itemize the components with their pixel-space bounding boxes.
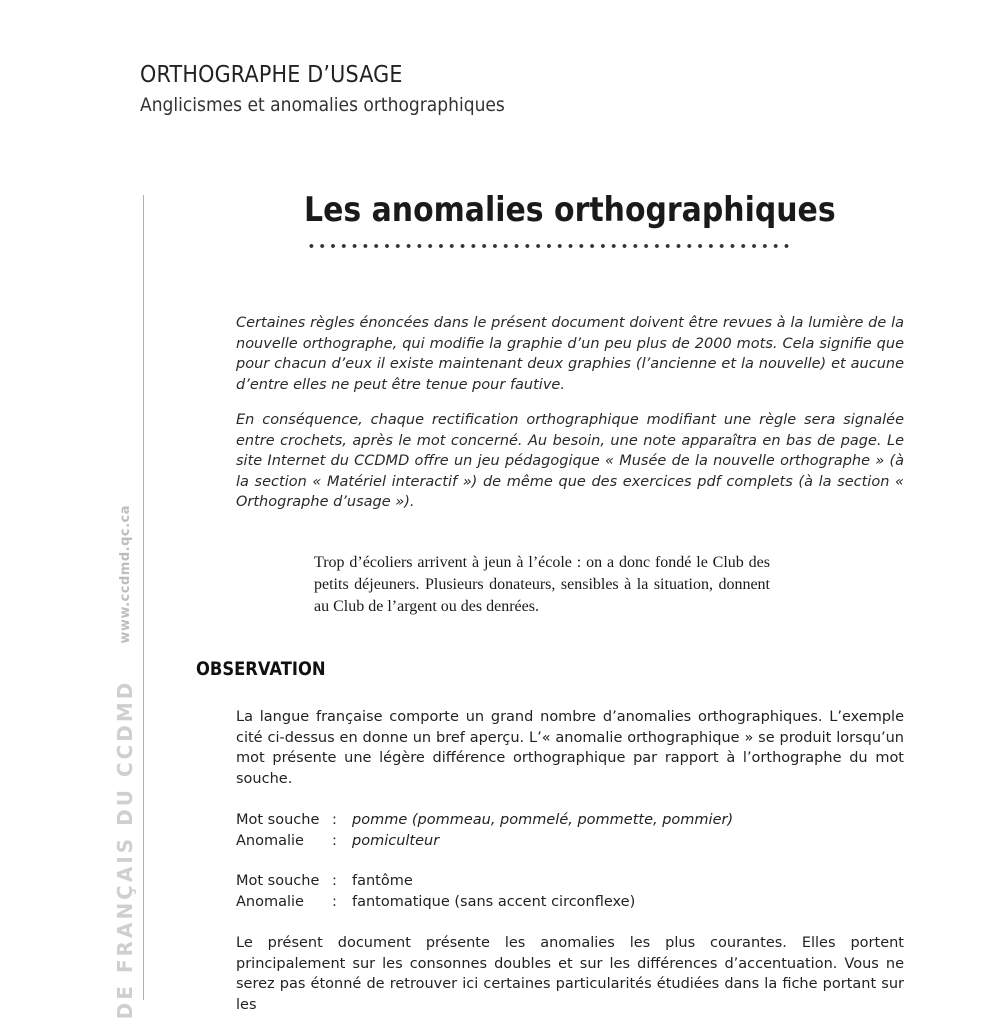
- pair-row: [236, 831, 904, 852]
- pair-row: [236, 892, 904, 913]
- anomaly-word: pomiculteur: [352, 832, 440, 849]
- observation-paragraph-2: Le présent document présente les anomalies les plus courantes. Elles portent principalement sur les consonnes doubles et sur les différences d’accentuation. Vous ne serez pas étonné de retrouver ici certaines particularités étudiées dans la fiche portant sur les: [236, 935, 904, 1013]
- example-pair-pomme: [236, 810, 904, 851]
- pair-row: [236, 871, 904, 892]
- example-passage: Trop d’écoliers arrivent à jeun à l’école : on a donc fondé le Club des petits déjeuners. Plusieurs donateurs, sensibles à la situation, donnent au Club de l’argent ou des denrées.: [314, 554, 770, 615]
- pair-colon: :: [332, 812, 337, 828]
- section-subtitle: Anglicismes et anomalies orthographiques: [140, 94, 505, 116]
- section-title: ORTHOGRAPHE D’USAGE: [140, 62, 403, 88]
- root-word: pomme: [352, 812, 408, 828]
- anomaly-word: fantomatique (sans accent circonflexe): [352, 893, 636, 910]
- pair-colon: :: [332, 873, 337, 889]
- pair-colon: :: [332, 832, 337, 849]
- pair-label: Anomalie: [236, 832, 304, 849]
- intro-paragraph-2: En conséquence, chaque rectification orthographique modifiant une règle sera signalée entre crochets, après le mot concerné. Au besoin, une note apparaîtra en bas de page. Le site Internet du CCDMD offre un jeu pédagogique « Musée de la nouvelle orthographe » (à la section « Matériel interactif ») de même que des exercices pdf complets (à la section « Orthographe d’usage »).: [236, 412, 904, 510]
- pair-label: Mot souche: [236, 812, 320, 828]
- pair-colon: :: [332, 893, 337, 910]
- pair-row: [236, 810, 904, 831]
- root-word: fantôme: [352, 873, 413, 889]
- side-banner: [113, 505, 137, 1019]
- pair-label: Anomalie: [236, 893, 304, 910]
- observation-heading: OBSERVATION: [196, 658, 326, 680]
- title-dotted-rule: [306, 243, 794, 249]
- example-pair-fantome: [236, 871, 904, 912]
- page-title: Les anomalies orthographiques: [304, 190, 836, 230]
- side-divider: [143, 195, 144, 1000]
- pair-value: [352, 810, 733, 831]
- derived-words: (pommeau, pommelé, pommette, pommier): [407, 812, 734, 828]
- side-url-text: www.ccdmd.qc.ca: [117, 505, 133, 644]
- side-brand-text: DE FRANÇAIS DU CCDMD: [113, 679, 137, 1019]
- intro-paragraph-1: Certaines règles énoncées dans le présent document doivent être revues à la lumière de la nouvelle orthographe, qui modifie la graphie d’un peu plus de 2000 mots. Cela signifie que pour chacun d’eux il existe maintenant deux graphies (l’ancienne et la nouvelle) et aucune d’entre elles ne peut être tenue pour fautive.: [236, 315, 904, 393]
- pair-label: Mot souche: [236, 873, 320, 889]
- observation-paragraph-1: La langue française comporte un grand nombre d’anomalies orthographiques. L’exemple cité ci-dessus en donne un bref aperçu. L’« anomalie orthographique » se produit lorsqu’un mot présente une légère différence orthographique par rapport à l’orthographe du mot souche.: [236, 709, 904, 787]
